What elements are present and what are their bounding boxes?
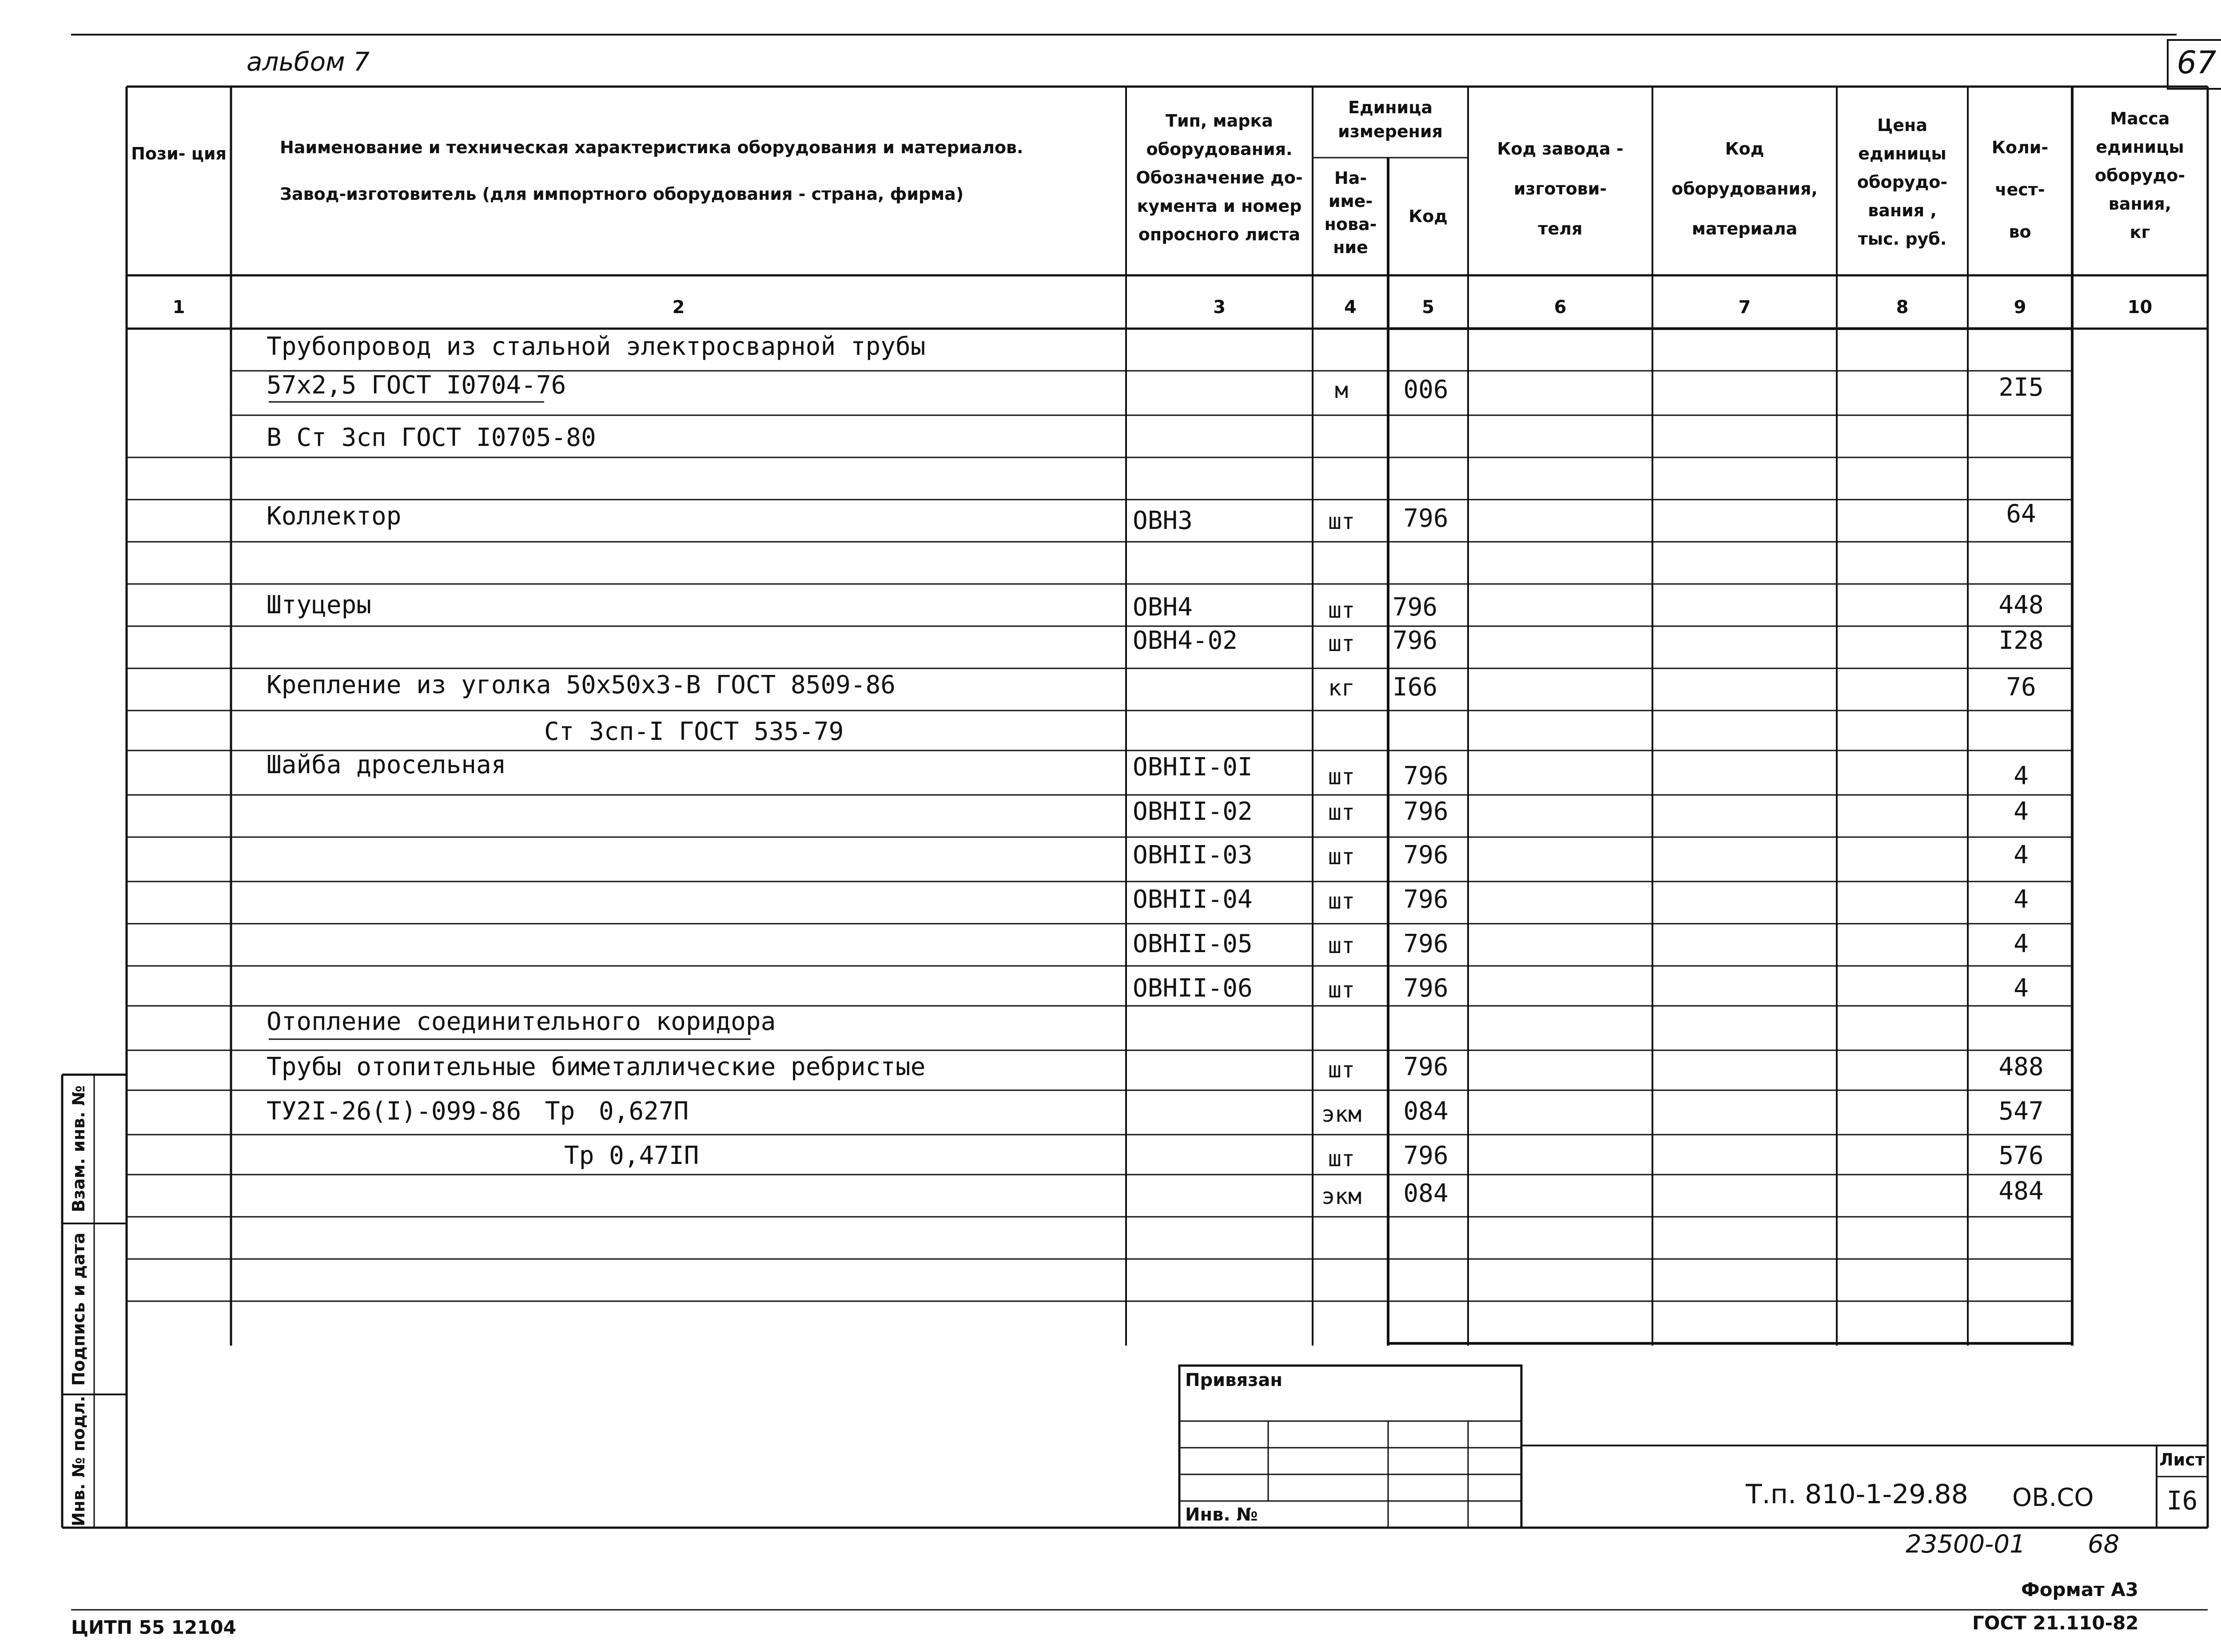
header-price-line: единицы xyxy=(1858,144,1946,163)
header-equipment-code-line: оборудования, xyxy=(1672,179,1818,199)
header-mass xyxy=(2072,104,2208,246)
item-unit: шт xyxy=(1328,799,1355,825)
header-unit-name xyxy=(1314,167,1387,259)
item-unit: экм xyxy=(1321,1101,1362,1127)
column-number: 3 xyxy=(1213,297,1226,318)
item-code: 796 xyxy=(1403,1052,1449,1081)
header-price-line: Цена xyxy=(1877,115,1927,135)
item-type: ОВН4-02 xyxy=(1133,626,1238,655)
item-name: Тр 0,47IП xyxy=(564,1141,699,1170)
item-quantity: 64 xyxy=(2006,500,2036,528)
item-unit: шт xyxy=(1328,597,1355,623)
header-mass-line: единицы xyxy=(2096,137,2184,157)
item-name: 57х2,5 ГОСТ I0704-76 xyxy=(267,371,566,400)
item-name: Отопление соединительного коридора xyxy=(267,1007,776,1036)
handwritten-page: 68 xyxy=(2088,1530,2120,1559)
item-unit: шт xyxy=(1328,764,1355,790)
header-unit-name-line: На- xyxy=(1334,168,1367,188)
header-factory-code xyxy=(1468,129,1652,249)
header-equipment-code xyxy=(1652,129,1837,249)
column-number: 2 xyxy=(672,297,685,318)
item-unit: шт xyxy=(1328,631,1355,656)
item-unit: шт xyxy=(1328,888,1355,914)
publisher-label: ЦИТП 55 12104 xyxy=(71,1616,236,1638)
header-mass-line: Масса xyxy=(2110,109,2170,128)
item-quantity: 4 xyxy=(2014,797,2029,826)
item-code: 796 xyxy=(1403,504,1449,533)
item-quantity: 4 xyxy=(2014,885,2029,914)
item-unit: экм xyxy=(1321,1183,1362,1209)
item-type: ОВН4 xyxy=(1133,593,1193,622)
column-number: 6 xyxy=(1554,297,1567,318)
item-code: 796 xyxy=(1403,974,1449,1003)
item-code: 796 xyxy=(1403,929,1449,958)
header-quantity xyxy=(1968,127,2072,253)
item-code: 796 xyxy=(1403,797,1449,826)
item-type: ОВНII-06 xyxy=(1133,974,1253,1003)
header-price-line: вания , xyxy=(1868,201,1937,220)
format-label: Формат А3 xyxy=(2021,1579,2138,1600)
item-name: В Ст 3сп ГОСТ I0705-80 xyxy=(267,423,596,452)
item-quantity: 2I5 xyxy=(1998,373,2044,402)
header-unit-group: Единица измерения xyxy=(1338,98,1443,141)
document-code: Т.п. 810-1-29.88 xyxy=(1746,1479,1968,1510)
item-code: 084 xyxy=(1403,1097,1449,1126)
header-equipment-code-line: Код xyxy=(1725,139,1764,159)
sheet-number: I6 xyxy=(2166,1485,2198,1516)
item-code: 006 xyxy=(1403,375,1449,404)
header-unit-name-line: ние xyxy=(1333,238,1368,257)
header-mass-line: кг xyxy=(2129,222,2150,242)
side-label-original-inventory: Инв. № подл. xyxy=(69,1395,88,1527)
item-code: 796 xyxy=(1393,593,1438,622)
item-quantity: 4 xyxy=(2014,762,2029,790)
item-unit: шт xyxy=(1328,508,1355,534)
header-quantity-line: чест- xyxy=(1995,180,2045,199)
item-quantity: 4 xyxy=(2014,974,2029,1003)
sheet-label: Лист xyxy=(2159,1450,2205,1469)
item-unit: шт xyxy=(1328,844,1355,870)
item-quantity: 4 xyxy=(2014,929,2029,958)
header-quantity-line: Коли- xyxy=(1991,138,2049,157)
item-quantity: 76 xyxy=(2006,673,2036,702)
side-label-replaced-inventory: Взам. инв. № xyxy=(69,1085,88,1212)
item-quantity: 4 xyxy=(2014,841,2029,870)
item-unit: кг xyxy=(1328,675,1355,701)
item-code: I66 xyxy=(1393,673,1438,702)
column-number: 10 xyxy=(2127,297,2153,318)
item-code: 084 xyxy=(1403,1179,1449,1208)
header-type xyxy=(1128,107,1310,249)
column-number: 1 xyxy=(172,297,185,318)
album-label: альбом 7 xyxy=(247,47,370,77)
header-type-line: оборудования. xyxy=(1146,139,1293,159)
item-type: ОВНII-03 xyxy=(1133,841,1253,870)
item-code: 796 xyxy=(1403,841,1449,870)
item-code: 796 xyxy=(1403,1141,1449,1170)
item-name: Ст 3сп-I ГОСТ 535-79 xyxy=(544,717,844,746)
header-position: Пози- ция xyxy=(131,144,227,163)
item-unit: шт xyxy=(1328,933,1355,958)
item-unit: м xyxy=(1334,377,1349,403)
header-unit-name-line: име- xyxy=(1328,191,1373,211)
header-name-line1: Наименование и техническая характеристика оборудования и материалов. xyxy=(280,138,1023,157)
header-unit-name-line: нова- xyxy=(1324,214,1377,234)
header-type-line: Обозначение до- xyxy=(1136,168,1303,187)
item-unit: шт xyxy=(1328,977,1355,1003)
item-unit: шт xyxy=(1328,1146,1355,1171)
header-name-line2: Завод-изготовитель (для импортного оборудования - страна, фирма) xyxy=(280,184,964,204)
header-price-line: тыс. руб. xyxy=(1858,229,1947,249)
item-type: ОВНII-02 xyxy=(1133,797,1253,826)
item-name: Штуцеры xyxy=(267,591,372,620)
header-price-line: оборудо- xyxy=(1857,172,1948,192)
handwritten-number: 23500-01 xyxy=(1906,1530,2026,1559)
column-number: 5 xyxy=(1422,297,1434,318)
item-name: ТУ2I-26(I)-099-86 Тр 0,627П xyxy=(267,1097,689,1126)
page-number-handwritten: 67 xyxy=(2177,44,2217,81)
column-number: 8 xyxy=(1896,297,1909,318)
column-number: 4 xyxy=(1344,297,1357,318)
item-quantity: 576 xyxy=(1998,1141,2044,1170)
item-name: Коллектор xyxy=(267,502,402,531)
item-quantity: 448 xyxy=(1998,591,2044,620)
standard-label: ГОСТ 21.110-82 xyxy=(1972,1612,2139,1634)
column-number: 7 xyxy=(1738,297,1751,318)
stamp-privyazan: Привязан xyxy=(1185,1370,1283,1390)
header-mass-line: оборудо- xyxy=(2094,166,2185,185)
item-unit: шт xyxy=(1328,1057,1355,1083)
header-type-line: Тип, марка xyxy=(1166,111,1273,131)
header-unit-code: Код xyxy=(1409,206,1448,226)
item-quantity: 484 xyxy=(1998,1177,2044,1206)
item-quantity: I28 xyxy=(1998,626,2044,655)
item-name: Шайба дросельная xyxy=(267,751,506,779)
item-name: Крепление из уголка 50х50х3-В ГОСТ 8509-86 xyxy=(267,671,896,699)
header-type-line: опросного листа xyxy=(1138,225,1301,244)
item-type: ОВНII-05 xyxy=(1133,929,1253,958)
header-equipment-code-line: материала xyxy=(1692,219,1798,238)
item-quantity: 547 xyxy=(1998,1097,2044,1126)
document-mark: ОВ.СО xyxy=(2012,1483,2094,1512)
item-name: Трубы отопительные биметаллические ребристые xyxy=(267,1052,926,1081)
header-factory-code-line: Код завода - xyxy=(1497,139,1624,159)
column-number: 9 xyxy=(2014,297,2026,318)
item-code: 796 xyxy=(1403,762,1449,790)
side-label-signature-date: Подпись и дата xyxy=(69,1232,88,1386)
item-type: ОВНII-04 xyxy=(1133,885,1253,914)
stamp-inventory-number: Инв. № xyxy=(1185,1505,1258,1525)
item-quantity: 488 xyxy=(1998,1052,2044,1081)
item-type: ОВНII-0I xyxy=(1133,753,1253,782)
item-name: Трубопровод из стальной электросварной трубы xyxy=(267,332,926,361)
item-type: ОВН3 xyxy=(1133,506,1193,535)
header-quantity-line: во xyxy=(2009,222,2031,242)
item-code: 796 xyxy=(1393,626,1438,655)
header-factory-code-line: изготови- xyxy=(1513,179,1607,199)
header-type-line: кумента и номер xyxy=(1137,196,1302,216)
item-code: 796 xyxy=(1403,885,1449,914)
header-price xyxy=(1837,111,1968,253)
header-factory-code-line: теля xyxy=(1538,219,1583,238)
header-mass-line: вания, xyxy=(2108,194,2172,214)
